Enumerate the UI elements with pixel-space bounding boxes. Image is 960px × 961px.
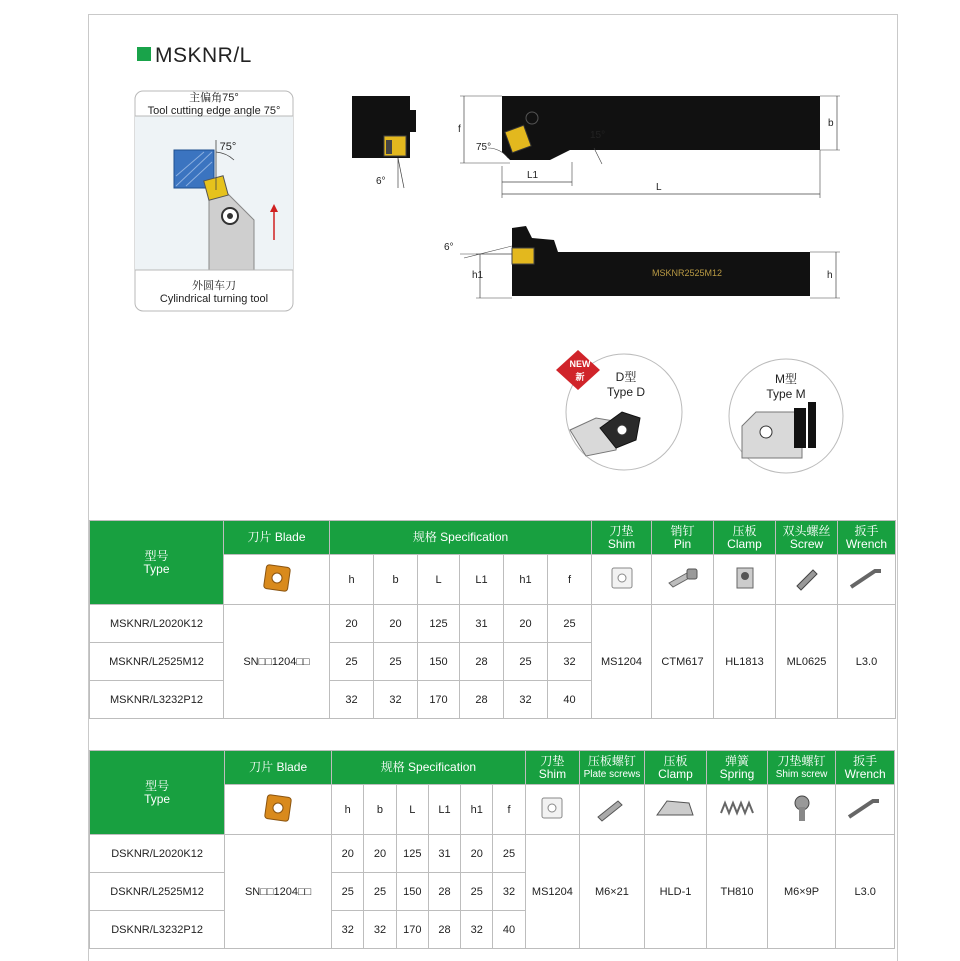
acc-header-screw: 双头螺丝 Screw (776, 521, 838, 555)
value-cell: 32 (461, 911, 493, 949)
blade-code: SN□□1204□□ (225, 835, 332, 949)
clamp-value: HLD-1 (644, 835, 707, 949)
blade-code: SN□□1204□□ (224, 605, 330, 719)
type-m-en: Type M (766, 387, 806, 401)
model-cell: DSKNR/L2020K12 (90, 835, 225, 873)
cutting-angle-zh: 主偏角75° (189, 92, 239, 104)
value-cell: 25 (374, 643, 418, 681)
type-d-zh: D型 (615, 370, 637, 384)
col-b: b (374, 555, 418, 605)
model-cell: MSKNR/L2020K12 (90, 605, 224, 643)
value-cell: 31 (428, 835, 460, 873)
new-badge-text: NEW (569, 359, 591, 369)
spec-table-dsknr (89, 750, 895, 949)
side-view (444, 226, 840, 298)
acc-header-wrench: 扳手 Wrench (836, 751, 895, 785)
col-L: L (396, 785, 428, 835)
col-h: h (332, 785, 364, 835)
shim-value: MS1204 (592, 605, 652, 719)
value-cell: 25 (364, 873, 396, 911)
spring-icon (707, 785, 768, 835)
col-L: L (418, 555, 460, 605)
cutting-angle-value: 75° (219, 141, 237, 153)
wrench-value: L3.0 (836, 835, 895, 949)
acc-header-shim: 刀垫 Shim (525, 751, 579, 785)
shim-icon (525, 785, 579, 835)
model-cell: DSKNR/L2525M12 (90, 873, 225, 911)
cutting-angle-caption (134, 92, 294, 118)
dim-L1: L1 (527, 170, 539, 181)
value-cell: 170 (396, 911, 428, 949)
turning-tool-en: Cylindrical turning tool (159, 293, 269, 305)
value-cell: 28 (428, 911, 460, 949)
value-cell: 32 (548, 643, 592, 681)
value-cell: 125 (396, 835, 428, 873)
value-cell: 20 (374, 605, 418, 643)
value-cell: 25 (493, 835, 525, 873)
type-d-caption (596, 370, 656, 400)
blade-header: 刀片 Blade (224, 521, 330, 555)
wrench-value: L3.0 (838, 605, 896, 719)
model-cell: DSKNR/L3232P12 (90, 911, 225, 949)
value-cell: 32 (504, 681, 548, 719)
value-cell: 40 (493, 911, 525, 949)
turning-tool-zh: 外圆车刀 (192, 280, 236, 292)
col-h1: h1 (504, 555, 548, 605)
value-cell: 20 (330, 605, 374, 643)
clamp-icon (644, 785, 707, 835)
type-header: 型号 Type (90, 751, 225, 835)
value-cell: 31 (460, 605, 504, 643)
value-cell: 20 (461, 835, 493, 873)
acc-header-shim-screw: 刀垫螺钉 Shim screw (767, 751, 836, 785)
col-f: f (493, 785, 525, 835)
top-view (458, 96, 840, 198)
value-cell: 150 (396, 873, 428, 911)
dim-f: f (458, 124, 461, 135)
shim-screw-icon (767, 785, 836, 835)
plate-screw-icon (580, 785, 645, 835)
value-cell: 25 (461, 873, 493, 911)
turning-tool-caption (134, 280, 294, 306)
wrench-icon (838, 555, 896, 605)
type-m-zh: M型 (775, 372, 797, 386)
col-h: h (330, 555, 374, 605)
value-cell: 25 (330, 643, 374, 681)
type-d-en: Type D (606, 385, 645, 399)
col-h1: h1 (461, 785, 493, 835)
spec-header: 规格 Specification (332, 751, 526, 785)
acc-header-wrench: 扳手 Wrench (838, 521, 896, 555)
screw-icon (776, 555, 838, 605)
blade-header: 刀片 Blade (225, 751, 332, 785)
spec-table-msknr (89, 520, 896, 719)
col-L1: L1 (428, 785, 460, 835)
clamp-icon (714, 555, 776, 605)
value-cell: 125 (418, 605, 460, 643)
value-cell: 28 (460, 643, 504, 681)
dim-h: h (827, 270, 833, 281)
value-cell: 32 (364, 911, 396, 949)
value-cell: 20 (364, 835, 396, 873)
model-cell: MSKNR/L2525M12 (90, 643, 224, 681)
value-cell: 32 (330, 681, 374, 719)
dim-b: b (828, 118, 834, 129)
spring-value: TH810 (707, 835, 768, 949)
value-cell: 28 (460, 681, 504, 719)
col-f: f (548, 555, 592, 605)
clamp-value: HL1813 (714, 605, 776, 719)
dim-h1: h1 (472, 270, 484, 281)
blade-icon (224, 555, 330, 605)
value-cell: 28 (428, 873, 460, 911)
value-cell: 25 (504, 643, 548, 681)
acc-header-clamp: 压板 Clamp (644, 751, 707, 785)
angle-15: 15° (590, 130, 606, 141)
value-cell: 25 (548, 605, 592, 643)
cutting-angle-en: Tool cutting edge angle 75° (147, 105, 281, 117)
dim-L: L (656, 182, 662, 193)
shim-icon (592, 555, 652, 605)
end-view (352, 96, 416, 188)
acc-header-plate-screws: 压板螺钉 Plate screws (580, 751, 645, 785)
acc-header-pin: 销钉 Pin (652, 521, 714, 555)
value-cell: 150 (418, 643, 460, 681)
pin-icon (652, 555, 714, 605)
new-badge-zh: 新 (575, 372, 585, 382)
screw-value: ML0625 (776, 605, 838, 719)
title-text: MSKNR/L (155, 44, 252, 67)
spec-header: 规格 Specification (330, 521, 592, 555)
end-view-angle: 6° (376, 176, 386, 187)
pin-value: CTM617 (652, 605, 714, 719)
value-cell: 32 (493, 873, 525, 911)
value-cell: 32 (332, 911, 364, 949)
page-title (137, 44, 252, 68)
side-view-angle: 6° (444, 242, 454, 253)
new-badge (562, 358, 598, 384)
angle-75: 75° (476, 142, 492, 153)
col-L1: L1 (460, 555, 504, 605)
acc-header-spring: 弹簧 Spring (707, 751, 768, 785)
type-header: 型号 Type (90, 521, 224, 605)
tool-holder-drawing (340, 88, 860, 318)
blade-icon (225, 785, 332, 835)
value-cell: 20 (504, 605, 548, 643)
col-b: b (364, 785, 396, 835)
cutting-angle-illustration (134, 90, 294, 312)
value-cell: 25 (332, 873, 364, 911)
acc-header-clamp: 压板 Clamp (714, 521, 776, 555)
value-cell: 40 (548, 681, 592, 719)
shim-screw-value: M6×9P (767, 835, 836, 949)
value-cell: 32 (374, 681, 418, 719)
type-m-caption (756, 372, 816, 402)
shim-value: MS1204 (525, 835, 579, 949)
engraving-text: MSKNR2525M12 (652, 268, 723, 278)
acc-header-shim: 刀垫 Shim (592, 521, 652, 555)
value-cell: 170 (418, 681, 460, 719)
value-cell: 20 (332, 835, 364, 873)
title-marker (137, 47, 151, 61)
model-cell: MSKNR/L3232P12 (90, 681, 224, 719)
plate-screw-value: M6×21 (580, 835, 645, 949)
wrench-icon (836, 785, 895, 835)
